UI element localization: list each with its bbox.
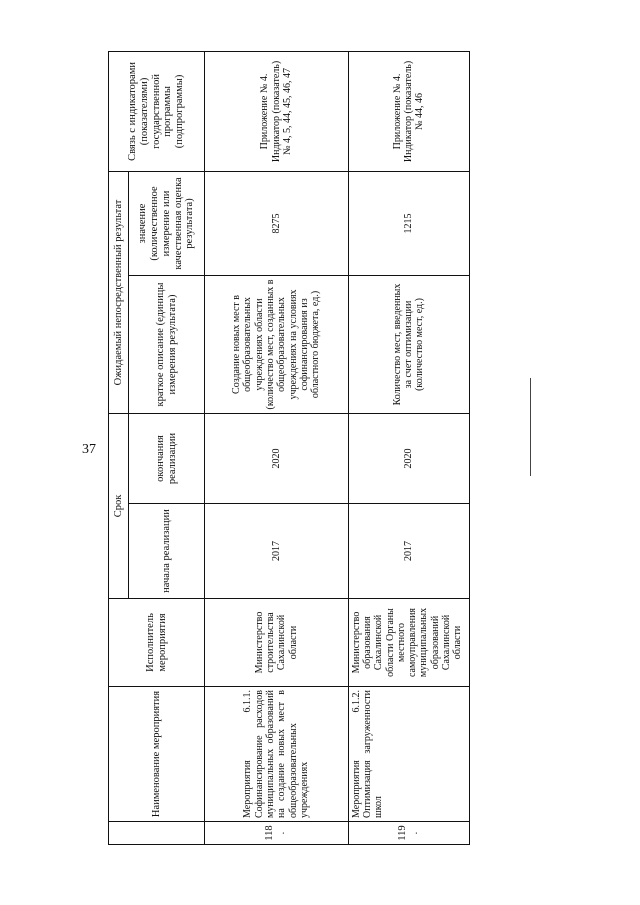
result-description: Создание новых мест в общеобразовательных учреждениях области (количество мест, созданных в общеобразовательных учреждениях на условиях софинансирования из областного бюджета, ед.) bbox=[205, 275, 349, 413]
row-number: 119. bbox=[348, 822, 469, 845]
header-name: Наименование мероприятия bbox=[109, 687, 205, 822]
end-year: 2020 bbox=[348, 413, 469, 503]
row-number: 118. bbox=[205, 822, 349, 845]
result-value: 1215 bbox=[348, 171, 469, 275]
table-row bbox=[205, 51, 349, 844]
start-year: 2017 bbox=[205, 504, 349, 599]
header-term: Срок bbox=[109, 413, 129, 598]
indicator-link: Приложение № 4. Индикатор (показатель) № 4, 5, 44, 45, 46, 47 bbox=[205, 51, 349, 171]
rotated-table-container bbox=[108, 52, 470, 845]
header-end: окончания реализации bbox=[129, 413, 205, 503]
header-start: начала реализации bbox=[129, 504, 205, 599]
header-link: Связь с индикаторами (показателями) государственной программы (подпрограммы) bbox=[109, 51, 205, 171]
indicator-link: Приложение № 4. Индикатор (показатель) № 44, 46 bbox=[348, 51, 469, 171]
header-expected: Ожидаемый непосредственный результат bbox=[109, 171, 129, 413]
header-value: значение (количественное измерение или качественная оценка результата) bbox=[129, 171, 205, 275]
result-description: Количество мест, введенных за счет оптимизации (количество мест, ед.) bbox=[348, 275, 469, 413]
header-brief: краткое описание (единицы измерения результата) bbox=[129, 275, 205, 413]
measure-executor: Министерство строительства Сахалинской области bbox=[205, 599, 349, 687]
measure-name: Мероприятия 6.1.1. Софинансирование расходов муниципальных образований на создание новых мест в общеобразовательных учреждениях bbox=[205, 687, 349, 822]
end-year: 2020 bbox=[205, 413, 349, 503]
header-num bbox=[109, 822, 205, 845]
result-value: 8275 bbox=[205, 171, 349, 275]
margin-line bbox=[530, 378, 531, 476]
page-number: 37 bbox=[82, 442, 96, 457]
start-year: 2017 bbox=[348, 504, 469, 599]
measure-name: Мероприятия 6.1.2. Оптимизация загруженности школ bbox=[348, 687, 469, 822]
table-row bbox=[348, 51, 469, 844]
header-executor: Исполнитель мероприятия bbox=[109, 599, 205, 687]
measures-table bbox=[108, 51, 470, 845]
measure-executor: Министерство образования Сахалинской области Органы местного самоуправления муниципальных образований Сахалинской области bbox=[348, 599, 469, 687]
